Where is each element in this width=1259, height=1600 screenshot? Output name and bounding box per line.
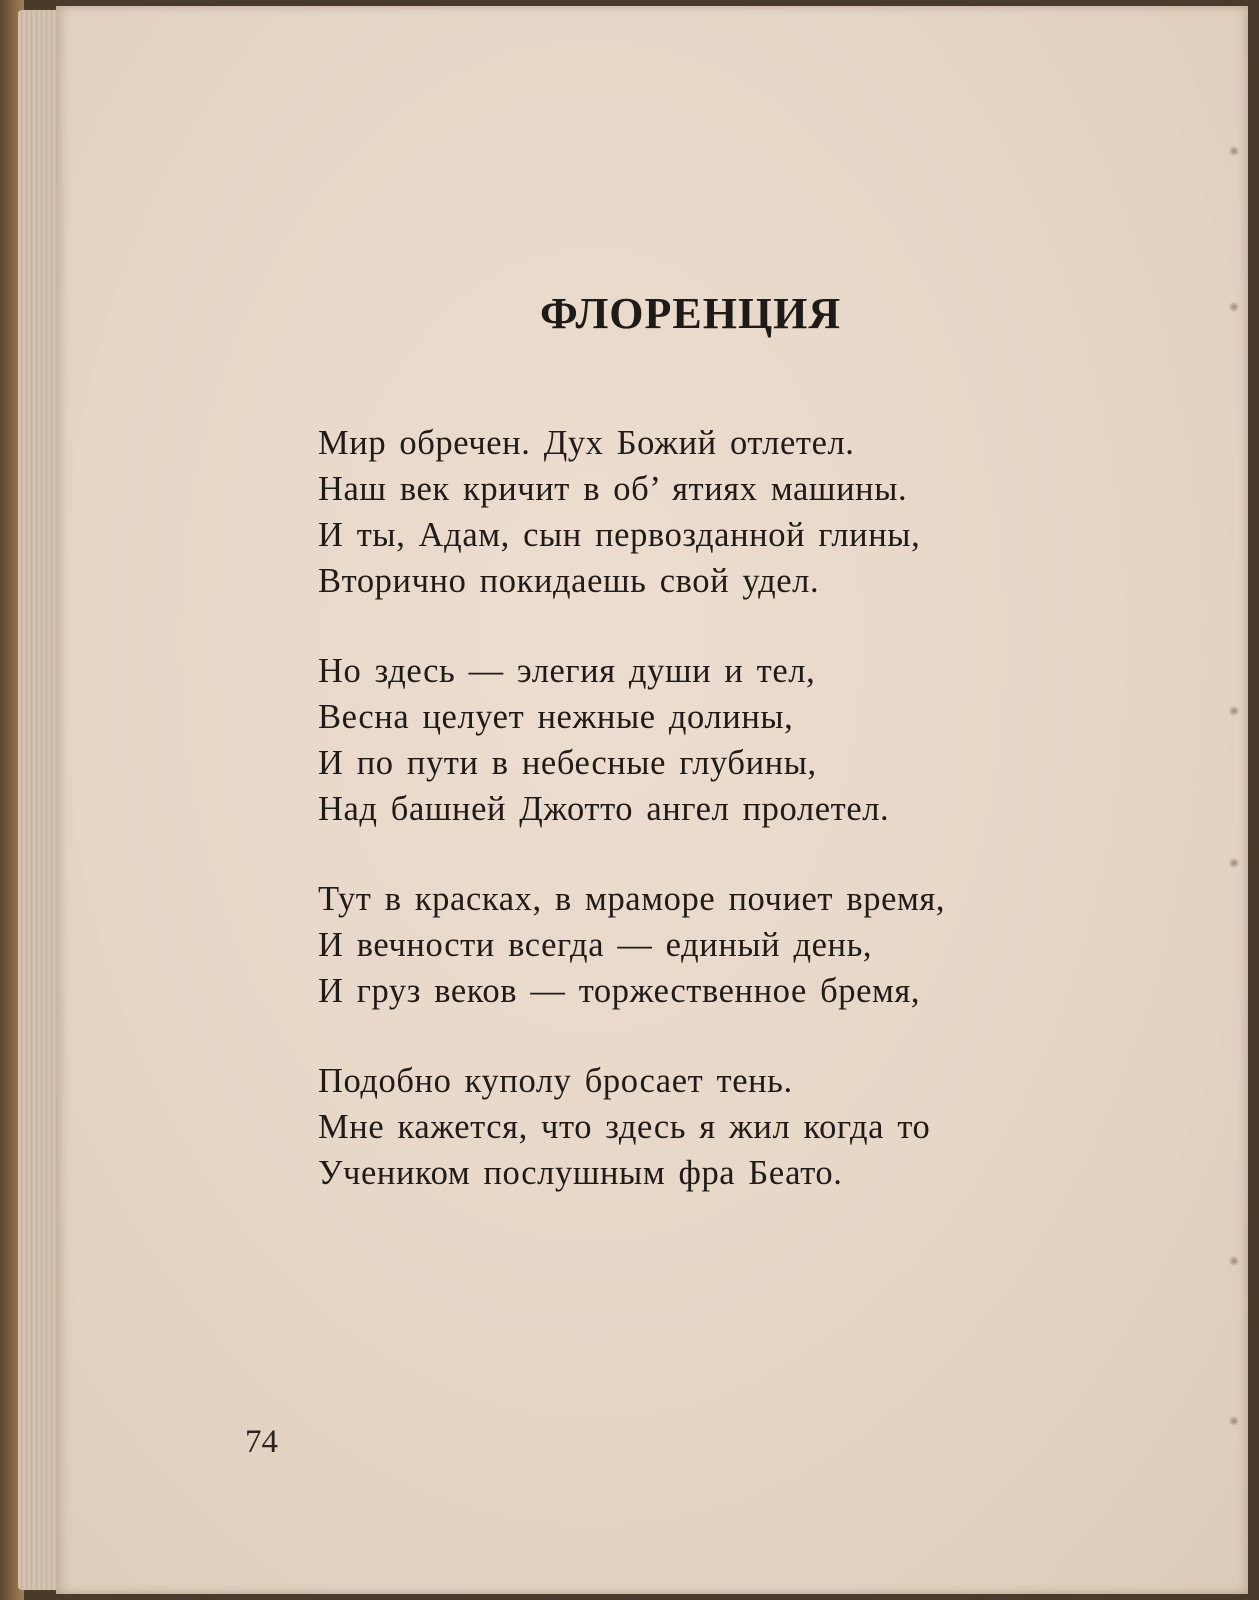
page-number: 74	[245, 1424, 278, 1460]
poem-title: ФЛОРЕНЦИЯ	[540, 289, 842, 338]
binding-notch	[1228, 706, 1240, 716]
poem-line: Тут в красках, в мраморе почиет время,	[318, 880, 946, 918]
stanza	[318, 876, 1118, 1014]
binding-notch	[1228, 146, 1240, 156]
poem-line: Учеником послушным фра Беато.	[318, 1154, 843, 1192]
poem-line: Над башней Джотто ангел пролетел.	[318, 790, 890, 828]
poem-line: И вечности всегда — единый день,	[318, 926, 873, 964]
poem-line: Вторично покидаешь свой удел.	[318, 562, 820, 600]
poem-line: И ты, Адам, сын первозданной глины,	[318, 516, 921, 554]
poem-line: И груз веков — торжественное бремя,	[318, 972, 921, 1010]
poem-body	[318, 420, 1118, 1196]
poem-line: И по пути в небесные глубины,	[318, 744, 817, 782]
poem-line: Мне кажется, что здесь я жил когда то	[318, 1108, 931, 1146]
binding-notch	[1228, 1256, 1240, 1266]
binding-notch	[1228, 858, 1240, 868]
binding-notch	[1228, 1416, 1240, 1426]
stanza	[318, 1058, 1118, 1196]
book-page	[56, 6, 1248, 1594]
poem-line: Весна целует нежные долины,	[318, 698, 794, 736]
stanza	[318, 648, 1118, 832]
poem-line: Подобно куполу бросает тень.	[318, 1062, 793, 1100]
poem-line: Но здесь — элегия души и тел,	[318, 652, 816, 690]
poem-line: Мир обречен. Дух Божий отлетел.	[318, 424, 855, 462]
poem-line: Наш век кричит в об’ ятиях машины.	[318, 470, 908, 508]
stanza	[318, 420, 1118, 604]
